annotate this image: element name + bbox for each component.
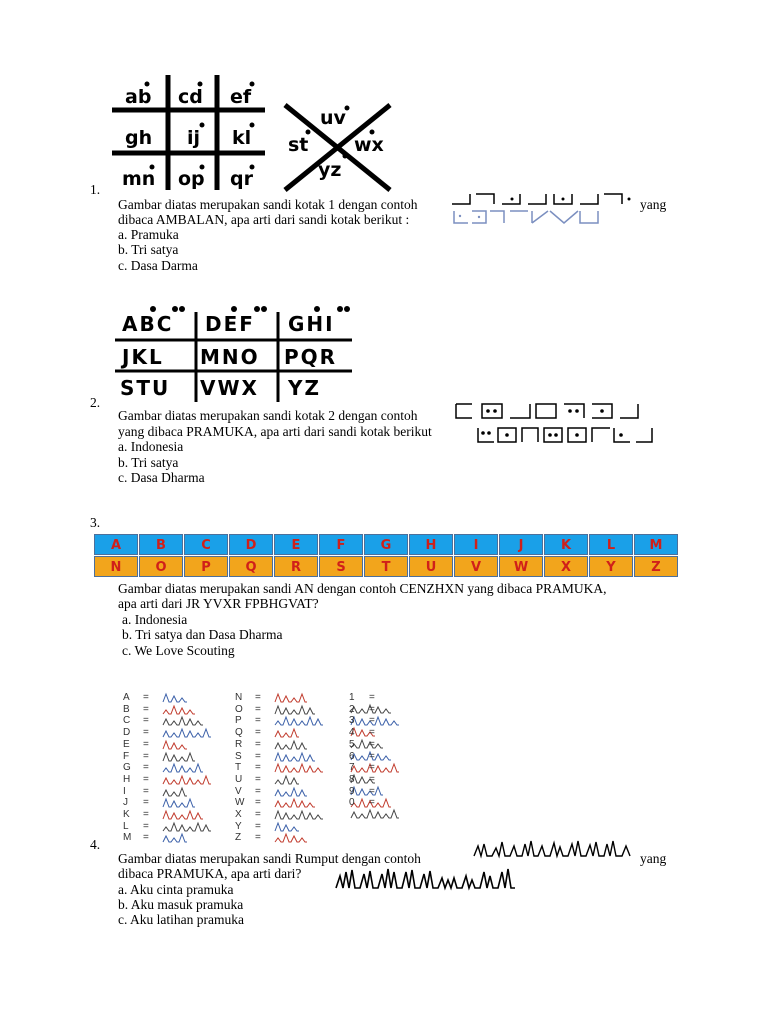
- rumput-row: [349, 692, 453, 703]
- an-cell: L: [589, 534, 633, 555]
- rumput-equals: =: [255, 692, 261, 703]
- rumput-row: [123, 727, 231, 738]
- rumput-equals: =: [143, 820, 149, 832]
- an-cell: O: [139, 556, 183, 577]
- rumput-equals: =: [255, 785, 261, 797]
- answer-option[interactable]: c. Dasa Darma: [118, 258, 198, 273]
- rumput-label: D: [123, 727, 131, 739]
- question-text: Gambar diatas merupakan sandi kotak 1 dengan contoh: [118, 197, 418, 212]
- rumput-glyph: [161, 797, 231, 808]
- rumput-glyph: [273, 809, 343, 820]
- rumput-equals: =: [255, 832, 261, 844]
- rumput-label: Y: [235, 820, 242, 832]
- answer-option[interactable]: a. Pramuka: [118, 227, 179, 242]
- rumput-row: [123, 809, 231, 820]
- pigpen-cell: qr: [230, 168, 253, 190]
- rumput-glyph: [161, 786, 231, 797]
- pigpen-cell: mn: [122, 168, 156, 190]
- rumput-row: [235, 786, 343, 797]
- an-cell: K: [544, 534, 588, 555]
- answer-option[interactable]: b. Tri satya: [118, 455, 179, 470]
- pigpen-cell: MNO: [200, 345, 260, 369]
- rumput-equals: =: [369, 738, 375, 750]
- rumput-label: 0: [349, 797, 355, 809]
- rumput-equals: =: [143, 727, 149, 739]
- rumput-label: S: [235, 750, 242, 762]
- cipher-question: [476, 426, 656, 444]
- rumput-equals: =: [255, 715, 261, 727]
- question-text: yang: [640, 851, 667, 866]
- answer-option[interactable]: a. Indonesia: [118, 439, 184, 454]
- rumput-equals: =: [255, 809, 261, 820]
- rumput-label: O: [235, 703, 243, 715]
- rumput-glyph: [161, 774, 231, 785]
- an-cell: P: [184, 556, 228, 577]
- answer-option[interactable]: b. Tri satya dan Dasa Dharma: [122, 627, 283, 642]
- pigpen-cell: kl: [232, 127, 252, 149]
- rumput-row: [123, 821, 231, 832]
- rumput-row: [349, 774, 453, 785]
- rumput-equals: =: [369, 797, 375, 809]
- rumput-equals: =: [143, 703, 149, 715]
- rumput-label: P: [235, 715, 242, 727]
- rumput-row: [235, 809, 343, 820]
- rumput-equals: =: [255, 750, 261, 762]
- rumput-glyph: [161, 727, 231, 738]
- rumput-row: [235, 704, 343, 715]
- rumput-row: [123, 692, 231, 703]
- cipher-example: [454, 402, 654, 420]
- pigpen-cell: PQR: [284, 345, 338, 369]
- rumput-equals: =: [255, 738, 261, 750]
- question-text: Gambar diatas merupakan sandi Rumput dengan contoh: [118, 851, 421, 866]
- rumput-equals: =: [143, 715, 149, 727]
- question-text: Gambar diatas merupakan sandi kotak 2 dengan contoh: [118, 408, 418, 423]
- rumput-row: [235, 832, 343, 843]
- rumput-equals: =: [369, 750, 375, 762]
- rumput-label: J: [123, 797, 128, 809]
- rumput-glyph: [161, 762, 231, 773]
- rumput-row: [123, 797, 231, 808]
- rumput-label: I: [123, 785, 126, 797]
- rumput-row: [235, 774, 343, 785]
- question-text: Gambar diatas merupakan sandi AN dengan contoh CENZHXN yang dibaca PRAMUKA,: [118, 581, 607, 596]
- rumput-row: [235, 692, 343, 703]
- rumput-row: [235, 751, 343, 762]
- question-number: 4.: [90, 837, 101, 852]
- pigpen-cell: ef: [230, 86, 252, 108]
- answer-option[interactable]: c. Dasa Dharma: [118, 470, 205, 485]
- rumput-label: U: [235, 773, 243, 785]
- rumput-equals: =: [255, 797, 261, 809]
- rumput-glyph: [273, 774, 343, 785]
- cipher-question: [334, 866, 519, 892]
- rumput-glyph: [273, 797, 343, 808]
- rumput-cipher-table: [123, 692, 453, 848]
- rumput-row: [123, 704, 231, 715]
- an-cell: D: [229, 534, 273, 555]
- answer-option[interactable]: c. We Love Scouting: [122, 643, 235, 658]
- rumput-label: H: [123, 773, 131, 785]
- rumput-glyph: [273, 786, 343, 797]
- an-cell: H: [409, 534, 453, 555]
- pigpen-x-cell: wx: [354, 134, 384, 156]
- rumput-row: [349, 727, 453, 738]
- rumput-equals: =: [369, 692, 375, 703]
- an-cell: U: [409, 556, 453, 577]
- an-cell: A: [94, 534, 138, 555]
- an-cell: C: [184, 534, 228, 555]
- rumput-glyph: [273, 821, 343, 832]
- question-text: yang dibaca PRAMUKA, apa arti dari sandi kotak berikut: [118, 424, 432, 439]
- rumput-row: [235, 797, 343, 808]
- rumput-equals: =: [255, 820, 261, 832]
- rumput-equals: =: [143, 797, 149, 809]
- question-text: dibaca AMBALAN, apa arti dari sandi kotak berikut :: [118, 212, 410, 227]
- an-cell: F: [319, 534, 363, 555]
- rumput-label: R: [235, 738, 243, 750]
- rumput-label: G: [123, 762, 131, 774]
- pigpen-cell: JKL: [122, 345, 164, 369]
- an-cell: Z: [634, 556, 678, 577]
- an-cell: N: [94, 556, 138, 577]
- rumput-label: K: [123, 809, 130, 820]
- rumput-label: B: [123, 703, 130, 715]
- rumput-equals: =: [143, 832, 149, 844]
- rumput-glyph: [161, 809, 231, 820]
- an-cell: E: [274, 534, 318, 555]
- answer-option[interactable]: a. Aku cinta pramuka: [118, 882, 234, 897]
- rumput-label: E: [123, 738, 130, 750]
- rumput-glyph: [273, 739, 343, 750]
- rumput-label: 3: [349, 715, 355, 727]
- cipher-example: [450, 192, 635, 206]
- rumput-equals: =: [143, 738, 149, 750]
- rumput-glyph: [273, 704, 343, 715]
- pigpen-cell: DEF: [205, 312, 255, 336]
- an-cell: Y: [589, 556, 633, 577]
- answer-option[interactable]: b. Aku masuk pramuka: [118, 897, 244, 912]
- rumput-row: [349, 751, 453, 762]
- rumput-label: 4: [349, 727, 355, 739]
- rumput-equals: =: [369, 773, 375, 785]
- question-number: 1.: [90, 182, 101, 197]
- rumput-glyph: [161, 751, 231, 762]
- rumput-label: A: [123, 692, 130, 703]
- rumput-row: [235, 821, 343, 832]
- rumput-row: [123, 751, 231, 762]
- rumput-label: 8: [349, 773, 355, 785]
- rumput-equals: =: [143, 750, 149, 762]
- rumput-row: [349, 797, 453, 808]
- rumput-row: [123, 762, 231, 773]
- rumput-glyph: [273, 762, 343, 773]
- an-cell: B: [139, 534, 183, 555]
- an-cipher-table: [94, 534, 678, 578]
- rumput-equals: =: [369, 727, 375, 739]
- rumput-label: 6: [349, 750, 355, 762]
- rumput-equals: =: [369, 762, 375, 774]
- pigpen-cell: YZ: [288, 376, 321, 400]
- rumput-label: T: [235, 762, 242, 774]
- question-text: dibaca PRAMUKA, apa arti dari?: [118, 866, 302, 881]
- rumput-equals: =: [143, 762, 149, 774]
- rumput-glyph: [161, 704, 231, 715]
- rumput-equals: =: [369, 715, 375, 727]
- an-cell: M: [634, 534, 678, 555]
- rumput-equals: =: [255, 703, 261, 715]
- rumput-glyph: [161, 739, 231, 750]
- rumput-label: F: [123, 750, 130, 762]
- rumput-row: [349, 739, 453, 750]
- an-cell: T: [364, 556, 408, 577]
- an-cell: V: [454, 556, 498, 577]
- pigpen-cell: STU: [120, 376, 171, 400]
- pigpen-cell: ABC: [122, 312, 174, 336]
- an-cell: R: [274, 556, 318, 577]
- rumput-row: [349, 704, 453, 715]
- pigpen-cell: op: [178, 168, 205, 190]
- rumput-label: Q: [235, 727, 243, 739]
- rumput-glyph: [161, 715, 231, 726]
- rumput-row: [123, 774, 231, 785]
- rumput-equals: =: [255, 773, 261, 785]
- rumput-label: N: [235, 692, 243, 703]
- rumput-glyph: [161, 692, 231, 703]
- rumput-equals: =: [255, 727, 261, 739]
- pigpen-cell: VWX: [200, 376, 259, 400]
- rumput-label: C: [123, 715, 131, 727]
- rumput-equals: =: [143, 785, 149, 797]
- pigpen-cell: gh: [125, 127, 153, 149]
- pigpen-cell: ij: [187, 127, 201, 149]
- rumput-row: [123, 786, 231, 797]
- rumput-row: [349, 786, 453, 797]
- rumput-label: L: [123, 820, 129, 832]
- rumput-equals: =: [255, 762, 261, 774]
- rumput-row: [235, 739, 343, 750]
- rumput-equals: =: [369, 785, 375, 797]
- rumput-label: 9: [349, 785, 355, 797]
- rumput-glyph: [273, 692, 343, 703]
- question-number: 3.: [90, 515, 101, 530]
- rumput-equals: =: [143, 692, 149, 703]
- rumput-label: Z: [235, 832, 242, 844]
- pigpen-cell: ab: [125, 86, 152, 108]
- rumput-glyph: [273, 832, 343, 843]
- rumput-glyph: [273, 715, 343, 726]
- rumput-row: [349, 762, 453, 773]
- rumput-label: X: [235, 809, 242, 820]
- rumput-row: [235, 715, 343, 726]
- rumput-label: M: [123, 832, 132, 844]
- rumput-row: [235, 727, 343, 738]
- rumput-glyph: [273, 751, 343, 762]
- question-number: 2.: [90, 395, 101, 410]
- pigpen-x-cell: st: [288, 134, 309, 156]
- an-cell: Q: [229, 556, 273, 577]
- rumput-equals: =: [143, 773, 149, 785]
- rumput-row: [123, 739, 231, 750]
- rumput-label: 7: [349, 762, 355, 774]
- an-cell: I: [454, 534, 498, 555]
- rumput-label: V: [235, 785, 242, 797]
- pigpen-x-cell: yz: [318, 159, 342, 181]
- rumput-glyph: [349, 808, 419, 819]
- an-cell: S: [319, 556, 363, 577]
- an-cell: G: [364, 534, 408, 555]
- an-cell: W: [499, 556, 543, 577]
- pigpen-cell: cd: [178, 86, 203, 108]
- pigpen-cell: GHI: [288, 312, 335, 336]
- cipher-question: [452, 209, 602, 225]
- rumput-label: 1: [349, 692, 355, 703]
- rumput-glyph: [161, 832, 231, 843]
- pigpen-x-cell: uv: [320, 107, 346, 129]
- rumput-label: W: [235, 797, 245, 809]
- answer-option[interactable]: b. Tri satya: [118, 242, 179, 257]
- an-cell: J: [499, 534, 543, 555]
- rumput-glyph: [161, 821, 231, 832]
- rumput-row: [349, 715, 453, 726]
- rumput-label: 2: [349, 703, 355, 715]
- question-text: yang: [640, 197, 667, 212]
- rumput-row: [123, 715, 231, 726]
- rumput-equals: =: [369, 703, 375, 715]
- cipher-example: [472, 838, 634, 860]
- question-text: apa arti dari JR YVXR FPBHGVAT?: [118, 596, 319, 611]
- rumput-glyph: [273, 727, 343, 738]
- rumput-row: [123, 832, 231, 843]
- rumput-label: 5: [349, 738, 355, 750]
- rumput-row: [235, 762, 343, 773]
- rumput-equals: =: [143, 809, 149, 820]
- answer-option[interactable]: a. Indonesia: [122, 612, 188, 627]
- an-cell: X: [544, 556, 588, 577]
- answer-option[interactable]: c. Aku latihan pramuka: [118, 912, 244, 927]
